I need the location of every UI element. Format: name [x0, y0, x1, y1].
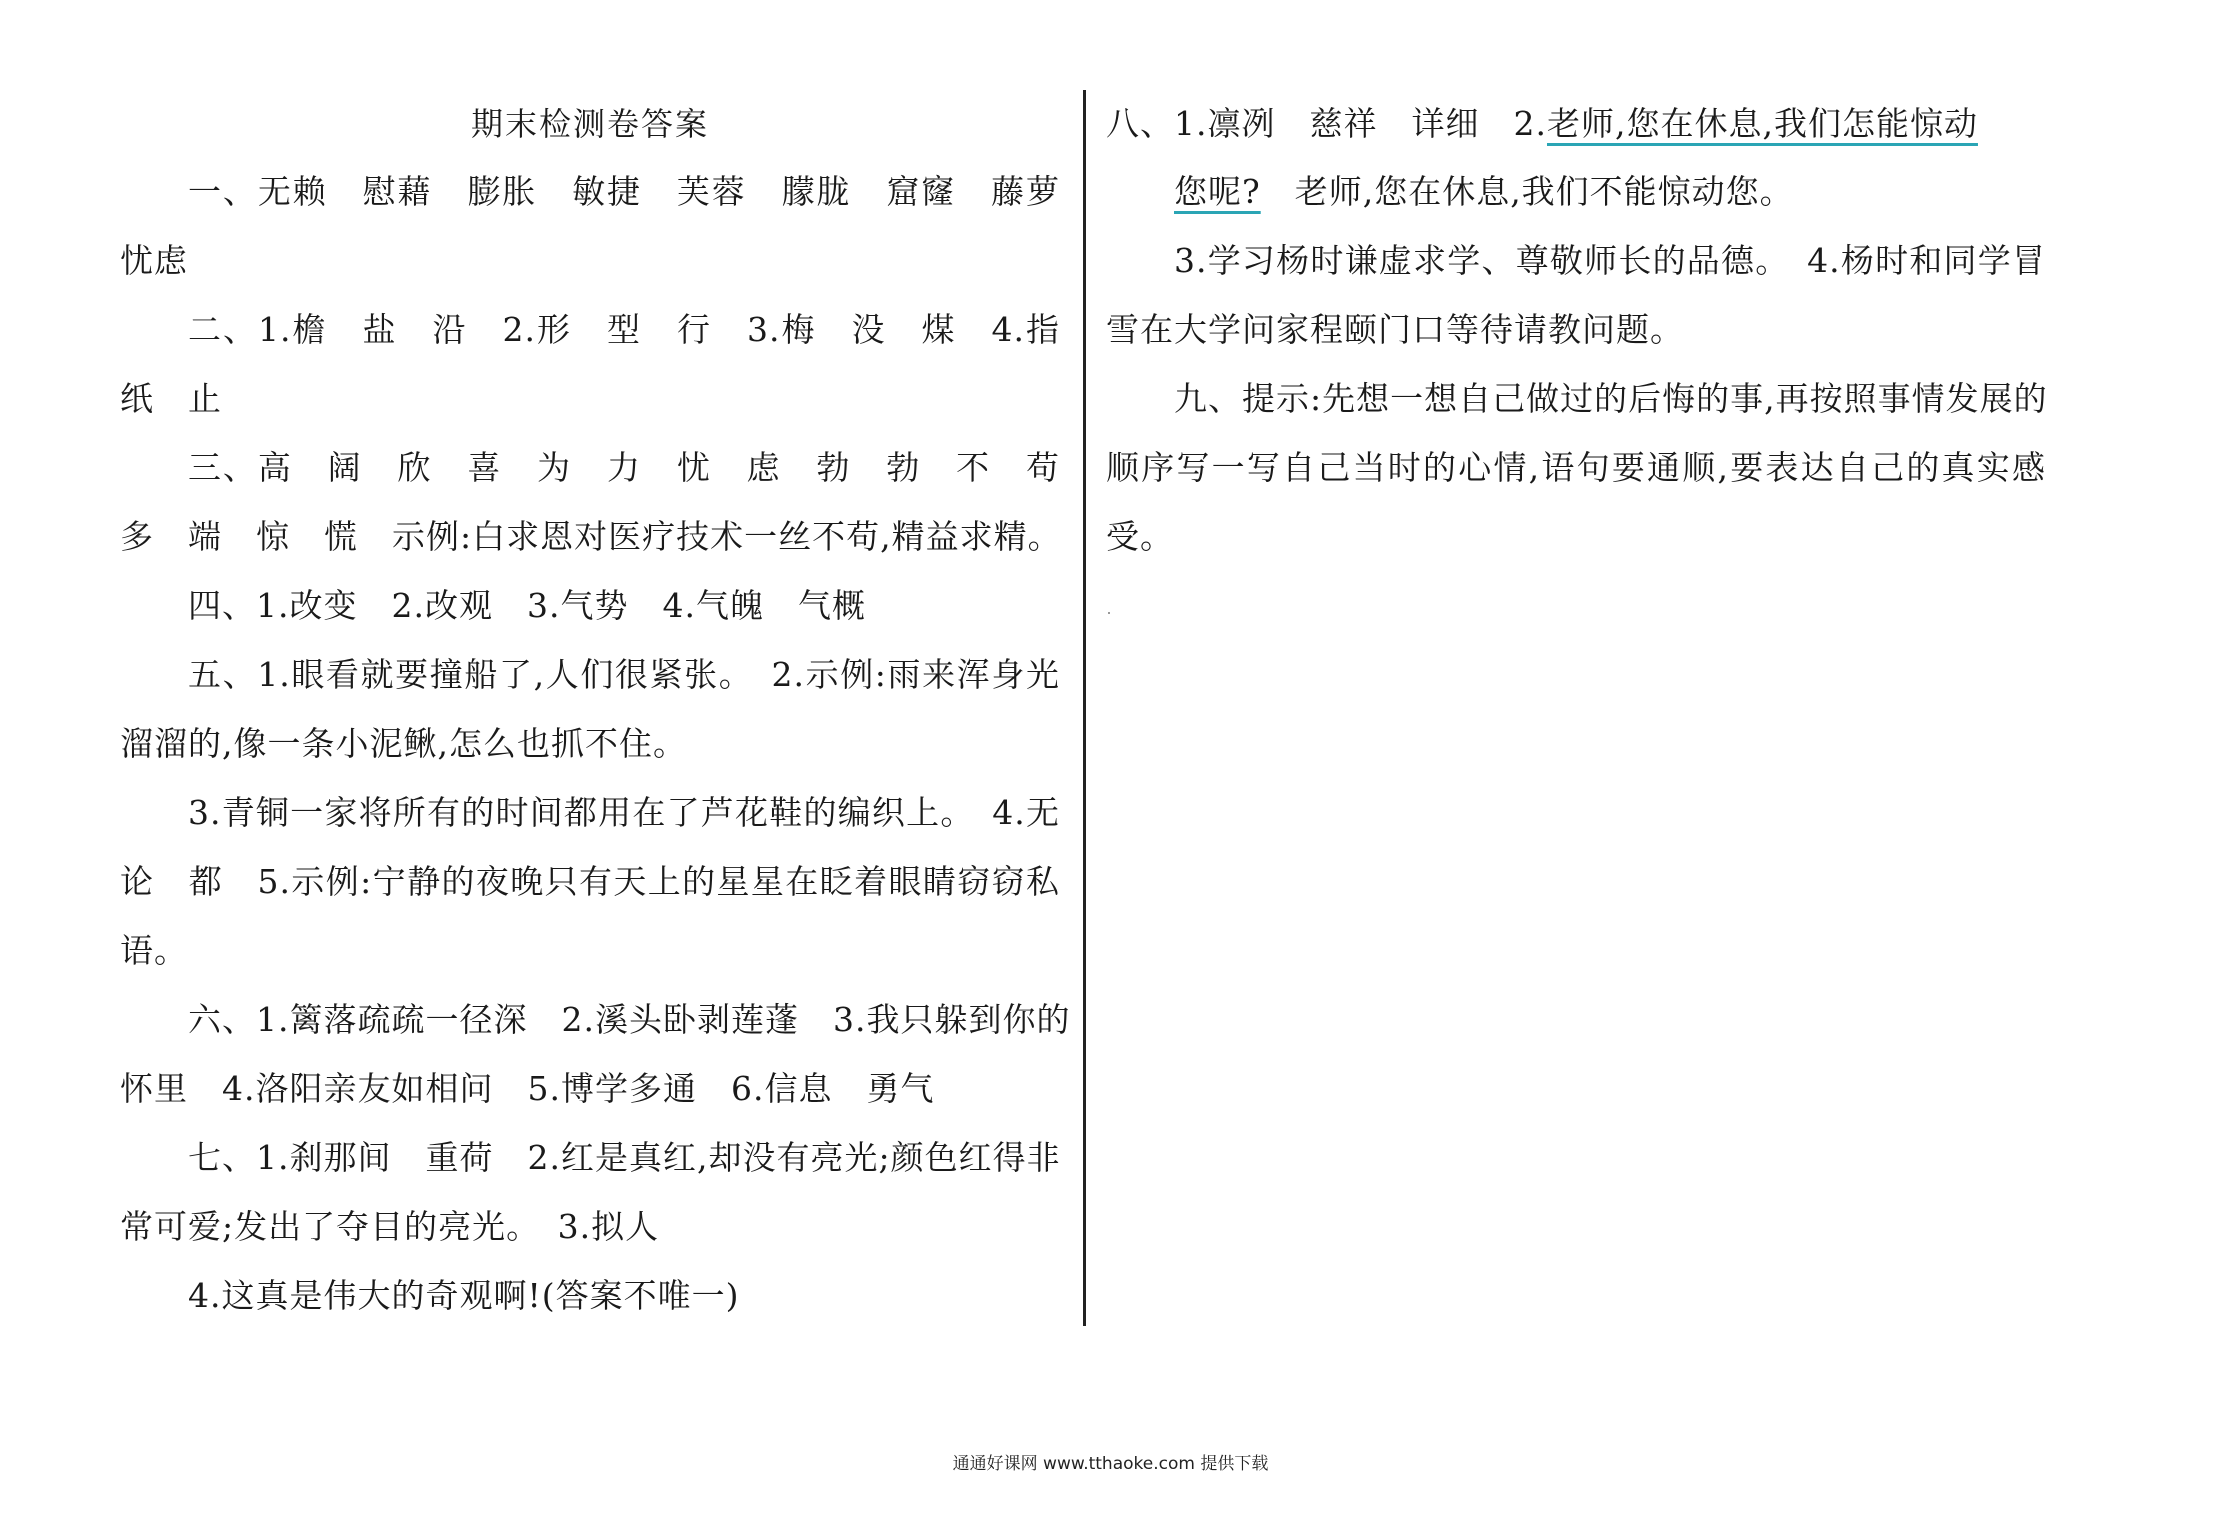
- section-9-line-2: 顺序写一写自己当时的心情,语句要通顺,要表达自己的真实感: [1106, 448, 2046, 487]
- section-8-underlined-answer-end: 您呢?: [1174, 172, 1261, 211]
- section-1-line-2: 忧虑: [120, 241, 188, 280]
- section-8-line-1-prefix: 八、1.凛冽 慈祥 详细 2.: [1106, 104, 1547, 143]
- section-7-line-2: 常可爱;发出了夺目的亮光。 3.拟人: [120, 1207, 660, 1246]
- section-3-line-1: 三、高 阔 欣 喜 为 力 忧 虑 勃 勃 不 苟: [188, 448, 1060, 487]
- section-6-line-1: 六、1.篱落疏疏一径深 2.溪头卧剥莲蓬 3.我只躲到你的: [188, 1000, 1071, 1039]
- section-7-line-1: 七、1.刹那间 重荷 2.红是真红,却没有亮光;颜色红得非: [188, 1138, 1061, 1177]
- section-3-line-2: 多 端 惊 慌 示例:白求恩对医疗技术一丝不苟,精益求精。: [120, 517, 1062, 556]
- section-8-line-1: [1106, 100, 1978, 148]
- section-8-underlined-answer: 老师,您在休息,我们怎能惊动: [1546, 104, 1978, 143]
- section-9-line-3: 受。: [1106, 517, 1174, 556]
- section-8-line-4: 雪在大学问家程颐门口等待请教问题。: [1106, 310, 1684, 349]
- section-2-line-2: 纸 止: [120, 379, 222, 418]
- section-6-line-2: 怀里 4.洛阳亲友如相问 5.博学多通 6.信息 勇气: [120, 1069, 935, 1108]
- page-title: 期末检测卷答案: [470, 105, 709, 143]
- section-7-line-3: 4.这真是伟大的奇观啊!(答案不唯一): [188, 1276, 740, 1315]
- section-8-line-2: [1174, 168, 1794, 216]
- section-5-line-3: 3.青铜一家将所有的时间都用在了芦花鞋的编织上。 4.无: [188, 793, 1060, 832]
- section-4-line-1: 四、1.改变 2.改观 3.气势 4.气魄 气概: [188, 586, 866, 625]
- section-5-line-2: 溜溜的,像一条小泥鳅,怎么也抓不住。: [120, 724, 687, 763]
- section-2-line-1: 二、1.檐 盐 沿 2.形 型 行 3.梅 没 煤 4.指: [188, 310, 1060, 349]
- footer-credit: 通通好课网 www.tthaoke.com 提供下载: [952, 1454, 1269, 1474]
- section-8-line-2-rest: 老师,您在休息,我们不能惊动您。: [1260, 172, 1794, 211]
- column-divider: [1083, 90, 1086, 1326]
- section-5-line-1: 五、1.眼看就要撞船了,人们很紧张。 2.示例:雨来浑身光: [188, 655, 1060, 694]
- section-5-line-4: 论 都 5.示例:宁静的夜晚只有天上的星星在眨着眼睛窃窃私: [120, 862, 1060, 901]
- stray-mark: [1108, 612, 1110, 614]
- section-5-line-5: 语。: [120, 931, 188, 970]
- section-9-line-1: 九、提示:先想一想自己做过的后悔的事,再按照事情发展的: [1174, 379, 2048, 418]
- section-8-line-3: 3.学习杨时谦虚求学、尊敬师长的品德。 4.杨时和同学冒: [1174, 241, 2046, 280]
- section-1-line-1: 一、无赖 慰藉 膨胀 敏捷 芙蓉 朦胧 窟窿 藤萝: [188, 172, 1060, 211]
